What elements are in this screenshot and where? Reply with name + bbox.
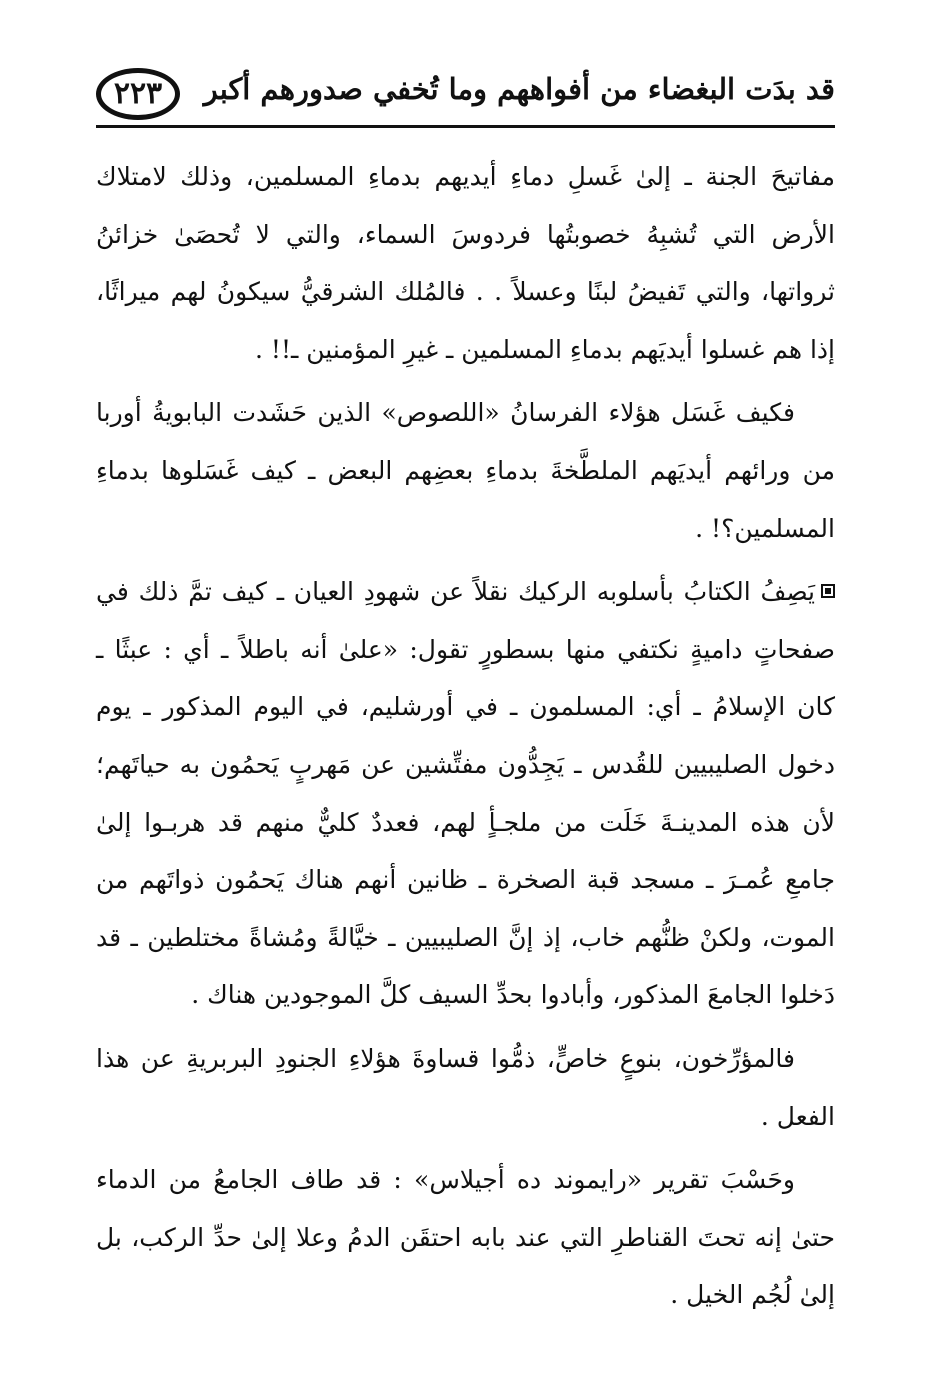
paragraph-3-text: يَصِفُ الكتابُ بأسلوبه الركيك نقلاً عن شهودِ العيان ـ كيف تمَّ ذلك في صفحاتٍ داميةٍ نكتفي منها بسطورٍ تقول: «علىٰ أنه باطلاً ـ أي : عبثًا ـ كان الإسلامُ ـ أي: المسلمون ـ في أورشليم، في اليوم المذكور ـ يوم دخول الصليبيين للقُدس ـ يَجِدُّون مفتِّشين عن مَهربٍ يَحمُون به حياتَهم؛ لأن هذه المدينـةَ خَلَت من ملجـأٍ لهم، فعددٌ كليٌّ منهم قد هربـوا إلىٰ جامعِ عُمـرَ ـ مسجد قبة الصخرة ـ ظانين أنهم هناك يَحمُون ذواتَهم من الموت، ولكنْ ظنُّهم خاب، إذ إنَّ الصليبيين ـ خيَّالةً ومُشاةً مختلطين ـ قد دَخلوا الجامعَ المذكور، وأبادوا بحدِّ السيف كلَّ الموجودين هناك . [96,577,835,1010]
header-divider [96,125,835,128]
square-bullet-icon [821,584,835,598]
page-number: ٢٢٣ [113,76,163,111]
paragraph-3 [96,563,835,1024]
page-number-badge [96,68,180,120]
paragraph-4: فالمؤرِّخون، بنوعٍ خاصٍّ، ذمُّوا قساوةَ هؤلاءِ الجنودِ البربريةِ عن هذا الفعل . [96,1043,835,1131]
paragraph-2: فكيف غَسَل هؤلاء الفرسانُ «اللصوص» الذين حَشَدت البابويةُ أوربا من ورائهم أيديَهم الملطَّخةَ بدماءِ بعضِهم البعض ـ كيف غَسَلوها بدماءِ المسلمين؟! . [96,398,835,543]
page-body [96,148,835,1324]
page-header [96,62,835,128]
paragraph-5: وحَسْبَ تقرير «رايموند ده أجيلاس» : قد طاف الجامعُ من الدماء حتىٰ إنه تحتَ القناطرِ التي عند بابه احتقَن الدمُ وعلا إلىٰ حدِّ الركب، بل إلىٰ لُجُم الخيل . [96,1165,835,1310]
paragraph-1: مفاتيحَ الجنة ـ إلىٰ غَسلِ دماءِ أيديهم بدماءِ المسلمين، وذلك لامتلاك الأرض التي تُشبِهُ خصوبتُها فردوسَ السماء، والتي لا تُحصَىٰ خزائنُ ثرواتها، والتي تَفيضُ لبنًا وعسلاً . . فالمُلك الشرقيُّ سيكونُ لهم ميراثًا، إذا هم غسلوا أيديَهم بدماءِ المسلمين ـ غيرِ المؤمنين ـ!! . [96,162,835,364]
running-title: قد بدَت البغضاء من أفواههم وما تُخفي صدورهم أكبر [203,72,835,106]
